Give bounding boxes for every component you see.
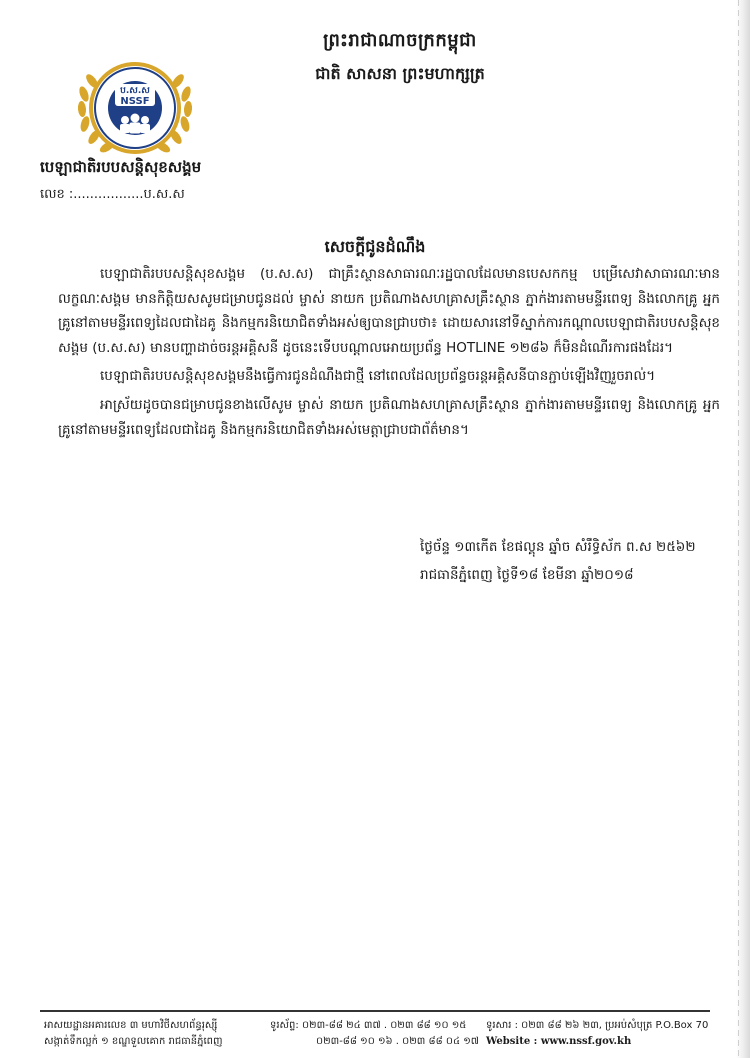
date-block bbox=[420, 533, 696, 589]
logo-abbr-en: NSSF bbox=[120, 96, 150, 107]
sender-org-name: បេឡាជាតិរបបសន្តិសុខសង្គម bbox=[40, 158, 202, 176]
kingdom-header bbox=[240, 28, 560, 87]
paragraph: បេឡាជាតិរបបសន្តិសុខសង្គម (ប.ស.ស) ជាគ្រឹះស្ថានសាធារណៈរដ្ឋបាលដែលមានបេសកកម្ម បម្រើសេវាសាធារណៈមានលក្ខណៈសង្គម មានកិត្តិយសសូមជម្រាបជូនដល់ ម្ចាស់ នាយក ប្រតិណាងសហគ្រាសគ្រឹះស្ថាន ភ្នាក់ងារតាមមន្ទីរពេទ្យ និងលោកគ្រូ អ្នកគ្រូនៅតាមមន្ទីរពេទ្យដៃលជាដៃគូ និងកម្មករនិយោជិតទាំងអស់ឲ្យបានជ្រាបថា៖ ដោយសារនៅទីស្នាក់ការកណ្តាលបេឡាជាតិរបបសន្តិសុខសង្គម (ប.ស.ស) មានបញ្ហាដាច់ចរន្តអគ្គិសនី ដូចនេះទើបបណ្តាលអោយប្រព័ន្ធ HOTLINE ១២៨៦ ក៏មិនដំណើរការផងដែរ។ bbox=[58, 266, 720, 356]
nssf-emblem bbox=[74, 54, 196, 162]
lunar-date: ថ្ងៃច័ន្ទ ១៣កើត ខែផល្គុន ឆ្នាំច សំរឹទ្ធិស័ក ព.ស ២៥៦២ bbox=[420, 539, 696, 555]
fax-line: ទូរសារ : ០២៣ ៨៨ ២៦ ២៣, ប្រអប់សំបុត្រ P.O.Box 70 bbox=[486, 1020, 709, 1031]
solar-date: រាជធានីភ្នំពេញ ថ្ងៃទី១៨ ខែមីនា ឆ្នាំ២០១៨ bbox=[420, 567, 634, 583]
notice-body bbox=[58, 262, 720, 446]
paragraph: បេឡាជាតិរបបសន្តិសុខសង្គមនឹងធ្វើការជូនដំណឹងជាថ្មី នៅពេលដែលប្រព័ន្ធចរន្តអគ្គិសនីបានភ្ជាប់ឡើងវិញរួចរាល់។ bbox=[100, 368, 656, 385]
footer-address bbox=[44, 1018, 274, 1050]
nssf-logo bbox=[74, 54, 196, 162]
notice-title: សេចក្តីជូនដំណឹង bbox=[324, 237, 426, 256]
phone-line: ០២៣-៨៨ ១០ ១៦ . ០២៣ ៨៨ ០៤ ១៧ bbox=[316, 1036, 479, 1047]
address-line: អាសយដ្ឋានអគារលេខ ៣ មហាវិថីសហព័ន្ធរុស្ស៊ី bbox=[44, 1020, 218, 1031]
address-line: សង្កាត់ទឹកល្អក់ ១ ខណ្ឌទួលគោក រាជធានីភ្នំពេញ bbox=[44, 1036, 223, 1047]
national-motto: ជាតិ សាសនា ព្រះមហាក្សត្រ bbox=[315, 64, 485, 83]
kingdom-title: ព្រះរាជាណាចក្រកម្ពុជា bbox=[323, 30, 477, 51]
logo-abbr-kh: ប.ស.ស bbox=[120, 86, 150, 96]
scan-edge bbox=[736, 0, 750, 1058]
footer-phones bbox=[270, 1018, 485, 1050]
phone-label: ទូរស័ព្ទ: bbox=[270, 1020, 299, 1031]
paragraph: អាស្រ័យដូចបានជម្រាបជូនខាងលើសូម ម្ចាស់ នាយក ប្រតិណាងសហគ្រាសគ្រឹះស្ថាន ភ្នាក់ងារតាមមន្ទីរពេទ្យ និងលោកគ្រូ អ្នកគ្រូនៅតាមមន្ទីរពេទ្យដែលជាដៃគូ និងកម្មករនិយោជិតទាំងអស់មេត្តាជ្រាបជាព័ត៌មាន។ bbox=[58, 396, 720, 438]
reference-number: លេខ :.................ប.ស.ស bbox=[40, 187, 185, 202]
people-icon bbox=[120, 114, 150, 134]
phone-line: ០២៣-៨៨ ២៤ ៣៧ . ០២៣ ៨៨ ១០ ១៥ bbox=[301, 1020, 467, 1031]
footer-contact bbox=[486, 1018, 716, 1050]
footer bbox=[40, 1010, 710, 1054]
website-link[interactable]: Website : www.nssf.gov.kh bbox=[486, 1036, 632, 1047]
